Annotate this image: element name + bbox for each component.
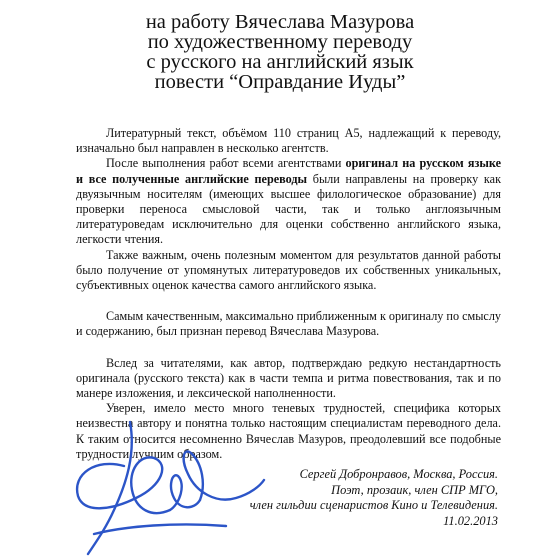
signature-block xyxy=(138,467,498,529)
document-title xyxy=(0,12,560,92)
author-guild: член гильдии сценаристов Кино и Телевидения. xyxy=(249,498,498,513)
paragraph-2-bold: оригинал на русском языке и все полученные английские переводы xyxy=(76,156,501,186)
document-date: 11.02.2013 xyxy=(443,513,498,528)
paragraph-5: Вслед за читателями, как автор, подтверждаю редкую нестандартность оригинала (русского текста) как в части темпа и ритма повествования, так и по манере изложения, и лексической наполненности. xyxy=(76,355,501,401)
paragraph-2 xyxy=(76,156,501,247)
paragraph-6: Уверен, имело место много теневых трудностей, специфика которых неизвестна автору и понятна только настоящим специалистам переводного дела. К таким относится несомненно Вячеслав Мазуров, преодолевший все подобные трудности лучшим образом. xyxy=(76,401,501,461)
title-line-4: повести “Оправдание Иуды” xyxy=(154,71,406,93)
document-body xyxy=(76,126,501,462)
title-line-2: по художественному переводу xyxy=(147,31,413,53)
paragraph-4: Самым качественным, максимально приближенным к оригиналу по смыслу и содержанию, был признан перевод Вячеслава Мазурова. xyxy=(76,309,501,339)
paragraph-1: Литературный текст, объёмом 110 страниц А5, надлежащий к переводу, изначально был направлен в несколько агентств. xyxy=(76,126,501,156)
author-name: Сергей Добронравов, Москва, Россия. xyxy=(299,467,498,481)
paragraph-2-start: После выполнения работ всеми агентствами xyxy=(106,156,346,171)
paragraph-3: Также важным, очень полезным моментом для результатов данной работы было получение от упомянутых литературоведов их собственных уникальных, субъективных оценок качества самого английского языка. xyxy=(76,247,501,293)
paragraph-2-end: были направлены на проверку как двуязычным носителям (имеющих высшее филологическое образование) для проверки переноса смысловой части, так и только англоязычным литературоведам исключительно для оценки собственно английского языка, легкости чтения. xyxy=(76,171,501,247)
title-line-3: с русского на английский язык xyxy=(146,51,414,73)
title-line-1: на работу Вячеслава Мазурова xyxy=(145,11,415,33)
author-titles: Поэт, прозаик, член СПР МГО, xyxy=(331,482,498,497)
